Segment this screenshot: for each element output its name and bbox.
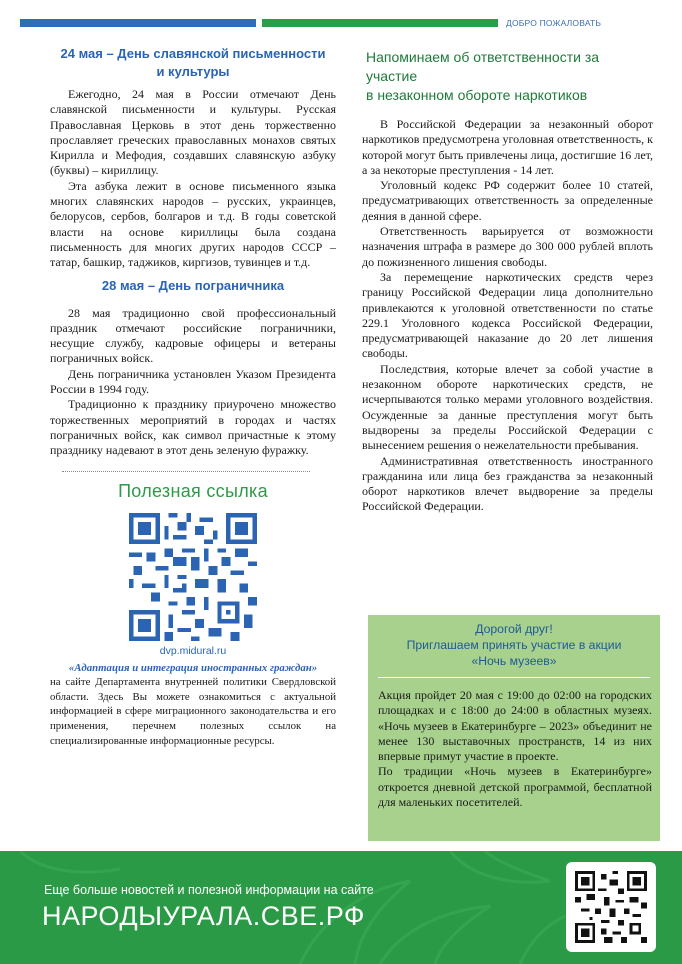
welcome-label: ДОБРО ПОЖАЛОВАТЬ (506, 18, 602, 28)
right-column (362, 48, 653, 515)
article1-paragraph: Ежегодно, 24 мая в России отмечают День славянской письменности и культуры. Русская Православная Церковь в этот день торжественно прославляет греческих православных монахов святых Кирилла и Мефодия, создавших славянскую азбуку (буквы) – кириллицу. (50, 87, 336, 178)
top-bar-blue (20, 19, 256, 27)
article1-title-line2: и культуры (156, 64, 230, 79)
footer-qr-frame (566, 862, 656, 952)
section-divider (62, 471, 310, 472)
useful-link-description (50, 661, 336, 749)
article2-paragraph: День пограничника установлен Указом Президента России в 1994 году. (50, 366, 336, 397)
drugs-title-line2: в незаконном обороте наркотиков (366, 87, 588, 103)
useful-link-highlight: «Адаптация и интеграция иностранных граждан» (68, 661, 318, 674)
museum-night-body (378, 688, 652, 810)
article1-paragraph: Эта азбука лежит в основе письменного языка многих славянских народов – русских, украинцев, белорусов, сербов, болгаров и т.д. В годы советской власти на основе кириллицы была создана письменность для многих других народов СССР – татар, башкир, таджиков, киргизов, тувинцев и т.д. (50, 178, 336, 270)
museum-night-invite: Приглашаем принять участие в акции (406, 638, 622, 652)
museum-night-paragraph: По традиции «Ночь музеев в Екатеринбурге» откроется дневной детской программой, бесплатной для маленьких посетителей. (378, 764, 652, 810)
museum-night-box (368, 615, 660, 841)
footer-caption: Еще больше новостей и полезной информации на сайте (44, 883, 374, 897)
article1-body (50, 87, 336, 271)
drugs-paragraph: За перемещение наркотических средств через границу Российской Федерации лица дополнительно привлекаются к уголовной ответственности по статье 229.1 Уголовного кодекса Российской Федерации, предусматривающей наказание до 20 лет лишения свободы. (362, 269, 653, 361)
qr-code-icon[interactable] (575, 871, 647, 943)
top-bar-green (262, 19, 498, 27)
museum-night-greeting: Дорогой друг! (475, 622, 553, 636)
useful-link-text: на сайте Департамента внутренней политики Свердловской области. Здесь Вы можете ознакомиться с актуальной информацией в сфере миграционного законодательства и его применения, перечнем полезных ссылок на специализированные информационные ресурсы. (50, 676, 336, 747)
article2-paragraph: Традиционно к празднику приурочено множество торжественных мероприятий в городах и частях пограничных войск, как символ причастные к этому празднику надевают в этот день зеленую фуражку. (50, 397, 336, 458)
drugs-title-line1: Напоминаем об ответственности за участие (366, 49, 600, 84)
article2-paragraph: 28 мая традиционно свой профессиональный праздник отмечают российские пограничники, несущие службу, кадровые офицеры и ветераны пограничных войск. (50, 305, 336, 366)
drugs-article-body (362, 117, 653, 515)
museum-night-event-name: «Ночь музеев» (471, 654, 557, 668)
drugs-paragraph: Уголовный кодекс РФ содержит более 10 статей, предусматривающих ответственность за определенные деяния в данной сфере. (362, 178, 653, 223)
footer-banner (0, 851, 682, 964)
drugs-paragraph: В Российской Федерации за незаконный оборот наркотиков предусмотрена уголовная ответственность, к которой могут быть привлечены лица, достигшие 16 лет, а за некоторые преступления - 14 лет. (362, 117, 653, 177)
article2-body (50, 306, 336, 459)
museum-night-paragraph: Акция пройдет 20 мая с 19:00 до 02:00 на городских площадках и с 18:00 до 24:00 в областных музеях. «Ночь музеев в Екатеринбурге – 2023» объединит не менее 130 выставочных пространств, 14 из них впервые примут участие в проекте. (378, 688, 652, 764)
museum-night-separator (378, 677, 650, 678)
qr-code-icon[interactable] (129, 513, 257, 641)
drugs-paragraph: Ответственность варьируется от возможности назначения штрафа в размере до 300 000 рублей вплоть до пожизненного лишения свободы. (362, 224, 653, 269)
drugs-article-title (366, 48, 653, 105)
footer-site-link[interactable]: НАРОДЫУРАЛА.СВЕ.РФ (42, 901, 365, 931)
left-column (50, 45, 336, 748)
drugs-paragraph: Последствия, которые влечет за собой участие в незаконном обороте наркотических средств, не исчерпываются только мерами уголовного воздействия. Осужденные за данные преступления могут быть выдворены за пределы Российской Федерации с вынесением решения о нежелательности пребывания. (362, 361, 653, 453)
article1-title (50, 45, 336, 81)
useful-link-title: Полезная ссылка (118, 480, 268, 501)
article1-title-line1: 24 мая – День славянской письменности (60, 46, 326, 61)
useful-link-url[interactable]: dvp.midural.ru (159, 644, 227, 657)
article2-title: 28 мая – День пограничника (101, 277, 285, 293)
drugs-paragraph: Административная ответственность иностранного гражданина или лица без гражданства за незаконный оборот наркотиков влечет выдворение за пределы Российской Федерации. (362, 453, 653, 514)
museum-night-heading (368, 621, 660, 669)
